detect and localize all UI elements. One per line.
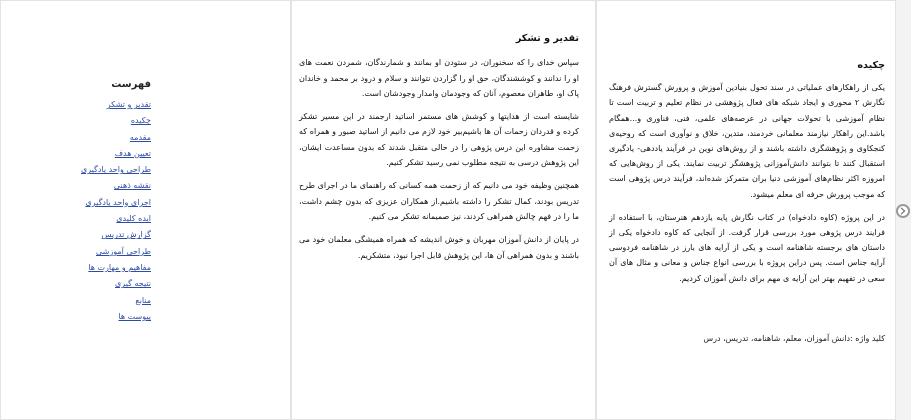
- acknowledgements-title: تقدیر و تشکر: [515, 33, 579, 44]
- abstract-paragraph: یکی از راهکارهای عملیاتی در سند تحول بنیادین آموزش و پرورش گسترش فرهنگ نگارش ۲ محوری و ایجاد شبکه های فعال پژوهشی در نظام تعلیم و تربیت است تا نظام آموزشی با تحولات جهانی در عرصه‌های علمی، فنی، فناوری و...همگام باشد.این راهکار نیازمند معلمانی خردمند، متدین، خلاق و نوآوری است که روحیه‌ی کنجکاوی و پژوهشگری داشته باشند و از روش‌های نوین در فرآیند یاددهی- یادگیری استقبال کنند تا بتوانند دانش‌آموزانی پژوهشگر تربیت نمایند. یکی از روش‌هایی که امروزه اکثر نظام‌های آموزشی دنیا بران متمرکز شده‌اند، فرآیند درس پژوهی است که موجب پرورش حرفه ای معلم میشود.: [609, 83, 885, 199]
- acknowledgements-paragraph: شایسته است از هدایتها و کوشش های مستمر اساتید ارجمند در این مسیر تشکر کرده و قدردان زحمات آن ها باشیم‌بیر خود لازم می دانیم از اساتید صبور و همراه که زحمت مشاوره این درس پژوهی را در حالی متقبل شدند که بدون مساعدت ایشان، این پژوهش درسی به نتیجه مطلوب نمی رسید تشکر کنیم.: [299, 112, 579, 168]
- toc-link-introduction[interactable]: مقدمه: [129, 132, 151, 142]
- toc-link-teaching-report[interactable]: گزارش تدریس: [101, 230, 151, 240]
- acknowledgements-paragraph: سپاس خدای را که سخنوران، در ستودن او بمانند و شمارندگان، شمردن نعمت های او را ندانند و کوششندگان، حق او را گزاردن نتوانند و سلام و درود بر محمد و خاندان پاک او، طاهران معصوم، آنان که وجودمان وامدار وجودشان است.: [299, 58, 579, 98]
- toc-link-appendices[interactable]: پیوست ها: [118, 311, 151, 321]
- acknowledgements-paragraph: در پایان از دانش آموزان مهربان و خوش اندیشه که همراه همیشگی معلمان خود می باشند و بدون همراهی آن ها، این پژوهش قابل اجرا نبود، متشکریم.: [299, 235, 579, 260]
- toc-link-instructional-design[interactable]: طراحی آموزشی: [95, 246, 151, 256]
- toc-item: [11, 276, 151, 292]
- toc-link-learning-unit-design[interactable]: طراحی واحد یادگیری: [80, 165, 151, 175]
- toc-item: [11, 178, 151, 194]
- toc-link-concepts-skills[interactable]: مفاهیم و مهارت ها: [88, 262, 151, 272]
- page-abstract: [596, 0, 896, 420]
- toc-item: [11, 146, 151, 162]
- page-acknowledgements: [291, 0, 596, 420]
- abstract-title: چکیده: [857, 60, 885, 71]
- toc-item: [11, 195, 151, 211]
- toc-link-learning-unit-execution[interactable]: اجرای واحد یادگیری: [85, 197, 151, 207]
- next-page-button[interactable]: [896, 204, 910, 218]
- toc-item: [11, 260, 151, 276]
- toc-item: [11, 211, 151, 227]
- toc-list: [11, 97, 151, 325]
- keywords: کلید واژه :دانش آموزان، معلم، شاهنامه، تدریس، درس: [703, 334, 885, 343]
- toc-item: [11, 113, 151, 129]
- table-of-contents: [11, 77, 151, 325]
- acknowledgements-paragraph: همچنین وظیفه خود می دانیم که از زحمت همه کسانی که راهنمای ما در اجرای طرح تدریس بودند، کمال تشکر را داشته باشیم.از همکاران عزیزی که بدون چشم داشت، ما را در فهم چالش همراهی کردند، نیز صمیمانه تشکر می کنیم.: [299, 181, 579, 221]
- toc-item: [11, 244, 151, 260]
- chevron-right-icon: [899, 207, 907, 215]
- toc-link-references[interactable]: منابع: [135, 295, 151, 305]
- toc-item: [11, 309, 151, 325]
- toc-link-abstract[interactable]: چکیده: [130, 116, 151, 126]
- toc-link-objective[interactable]: تعیین هدف: [114, 148, 151, 158]
- abstract-section: [609, 58, 885, 294]
- toc-link-conclusion[interactable]: نتیجه گیری: [115, 279, 151, 289]
- abstract-paragraph: در این پروژه (کاوه دادخواه) در کتاب نگارش پایه یازدهم هنرستان، با استفاده از فرایند درس پژوهی مورد بررسی قرار گرفت. از آنجایی که کاوه دادخواه یکی از داستان های برجسته شاهنامه است و یکی از آرایه های بارز در شاهنامه فردوسی آرایه جناس است. پس دراین پروژه با بررسی انواع جناس و معانی و مثال های آن سعی در تفهیم بهتر این آرایه ی مهم برای دانش آموزان کردیم.: [609, 212, 885, 283]
- toc-item: [11, 227, 151, 243]
- toc-link-acknowledgements[interactable]: تقدیر و تشکر: [106, 100, 151, 109]
- toc-item: [11, 293, 151, 309]
- toc-item: [11, 162, 151, 178]
- toc-item: [11, 130, 151, 146]
- toc-link-key-idea[interactable]: ایده کلیدی: [116, 214, 151, 224]
- acknowledgements-section: [299, 31, 579, 271]
- toc-item: [11, 97, 151, 113]
- toc-link-mind-map[interactable]: نقشه ذهنی: [113, 181, 151, 191]
- toc-title: فهرست: [111, 79, 151, 90]
- page-toc: [0, 0, 291, 420]
